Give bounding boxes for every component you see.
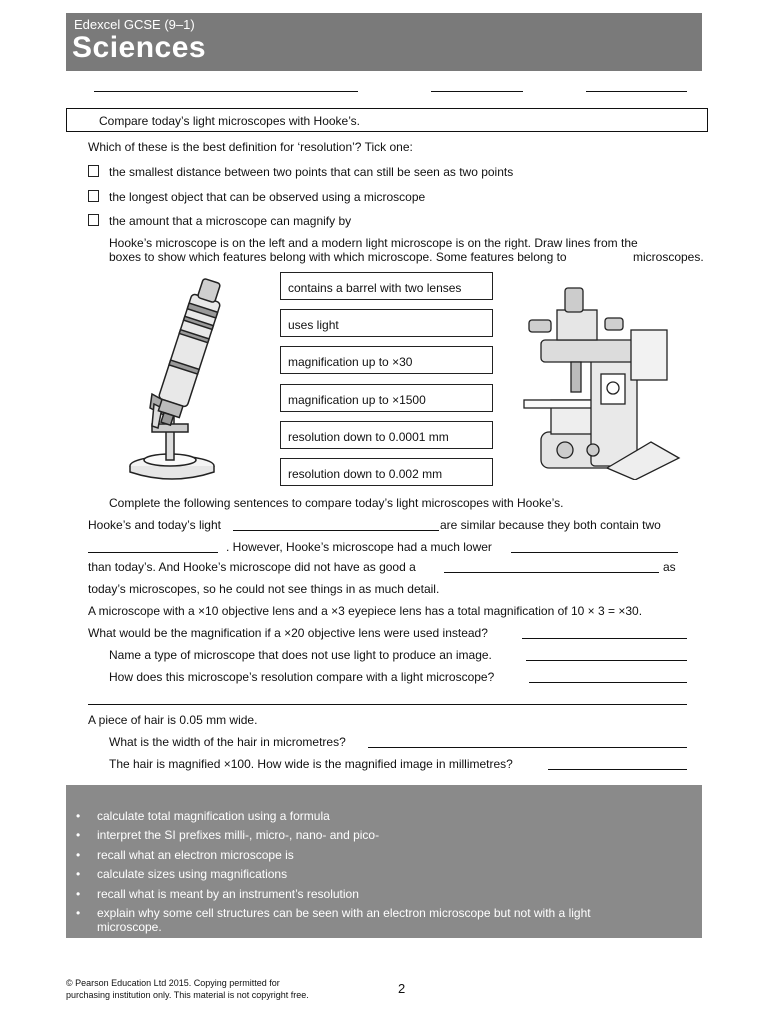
feature-box[interactable] [280,458,493,486]
q1-option-1: the smallest distance between two points that can still be seen as two points [109,165,514,179]
q1-checkbox-3[interactable] [88,214,99,226]
modern-microscope-illustration [521,282,683,480]
bullet-icon: • [76,867,81,881]
feature-box-label: contains a barrel with two lenses [288,281,462,295]
q4-line2: What would be the magnification if a ×20 objective lens were used instead? [88,626,488,640]
footer-line-2: purchasing institution only. This material is not copyright free. [66,990,309,1000]
date-line[interactable] [586,91,687,92]
header-banner [66,13,702,71]
q2-instructions-line1: Hooke’s microscope is on the left and a modern light microscope is on the right. Draw lines from the [109,236,638,250]
q1-option-2: the longest object that can be observed using a microscope [109,190,426,204]
bullet-icon: • [76,848,81,862]
q3-sentence-1b: are similar because they both contain two [440,518,661,532]
feature-box-label: resolution down to 0.0001 mm [288,430,449,444]
name-line[interactable] [94,91,358,92]
page-number: 2 [398,981,406,996]
feature-box[interactable] [280,421,493,449]
bullet-icon: • [76,828,81,842]
answer-line[interactable] [529,682,687,683]
answer-line[interactable] [233,530,439,531]
task-banner [66,108,708,132]
q6-intro: A piece of hair is 0.05 mm wide. [88,713,258,727]
q6-b: The hair is magnified ×100. How wide is the magnified image in millimetres? [109,757,513,771]
footer-line-1: © Pearson Education Ltd 2015. Copying permitted for [66,978,280,988]
class-line[interactable] [431,91,523,92]
feature-box[interactable] [280,346,493,374]
answer-line[interactable] [511,552,678,553]
feature-box-label: magnification up to ×30 [288,355,413,369]
copyright-footer [66,977,309,1001]
q1-checkbox-2[interactable] [88,190,99,202]
q3-sentence-2: . However, Hooke’s microscope had a much lower [226,540,492,554]
feature-box-label: resolution down to 0.002 mm [288,467,443,481]
hooke-microscope-illustration [122,276,222,484]
answer-line[interactable] [548,769,687,770]
q3-sentence-1a: Hooke’s and today’s light [88,518,221,532]
answer-line[interactable] [522,638,687,639]
bullet-icon: • [76,809,81,823]
header-title: Sciences [72,31,207,64]
q3-intro: Complete the following sentences to compare today’s light microscopes with Hooke’s. [109,496,564,510]
q2-instructions-line2a: boxes to show which features belong with which microscope. Some features belong to [109,250,567,264]
q3-sentence-3b: as [663,560,676,574]
answer-line[interactable] [88,704,687,705]
q1-option-3: the amount that a microscope can magnify by [109,214,352,228]
bullet-icon: • [76,906,81,920]
task-banner-text: Compare today’s light microscopes with Hooke’s. [99,114,361,128]
q5-a: Name a type of microscope that does not use light to produce an image. [109,648,492,662]
answer-line[interactable] [88,552,218,553]
q2-instructions-line2b: microscopes. [633,250,704,264]
feature-box[interactable] [280,272,493,300]
bullet-icon: • [76,887,81,901]
q4-line1: A microscope with a ×10 objective lens and a ×3 eyepiece lens has a total magnification of 10 × 3 = ×30. [88,604,643,618]
answer-line[interactable] [368,747,687,748]
q3-sentence-3a: than today’s. And Hooke’s microscope did not have as good a [88,560,416,574]
answer-line[interactable] [526,660,687,661]
feature-box[interactable] [280,309,493,337]
feature-box-label: magnification up to ×1500 [288,393,426,407]
q3-sentence-4: today’s microscopes, so he could not see things in as much detail. [88,582,440,596]
feature-box-label: uses light [288,318,339,332]
q1-checkbox-1[interactable] [88,165,99,177]
feature-box[interactable] [280,384,493,412]
learning-objectives-box: • calculate total magnification using a formula • interpret the SI prefixes milli-, micro-, nano- and pico- • recall what an electron microscope is • calculate sizes using magnifications • recall what is meant by an instrument’s resolution • explain why some cell structures can be seen with an electron microscope but not with a light microscope. [66,785,702,938]
header-subtitle: Edexcel GCSE (9–1) [74,17,195,32]
q1-question: Which of these is the best definition for ‘resolution’? Tick one: [88,140,413,154]
answer-line[interactable] [444,572,659,573]
q5-b: How does this microscope’s resolution compare with a light microscope? [109,670,495,684]
q6-a: What is the width of the hair in micrometres? [109,735,346,749]
